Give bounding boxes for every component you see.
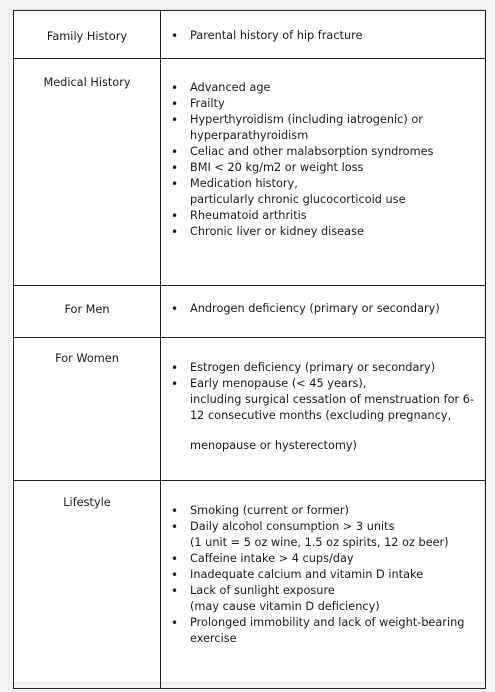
table-row-lifestyle [14,481,486,689]
items-cell [161,286,486,338]
items-cell [161,11,486,59]
bullet-icon: • [171,29,179,43]
category-cell [14,338,161,481]
category-cell [14,11,161,59]
category-label: Family History [46,30,128,43]
bullet-icon: • [171,377,179,391]
risk-list [161,28,485,44]
bullet-icon: • [171,302,179,316]
bullet-icon: • [171,113,179,127]
list-item: • Chronic liver or kidney disease [171,225,364,239]
list-item: • Androgen deficiency (primary or secondary) [171,302,440,316]
category-cell [14,286,161,338]
category-label: Medical History [43,76,131,89]
bullet-icon: • [171,520,179,534]
risk-list [161,80,485,240]
list-item: • Celiac and other malabsorption syndromes [171,145,434,159]
list-item: • Smoking (current or former) [171,504,349,518]
items-cell [161,59,486,286]
table-row-medical-history [14,59,486,286]
bullet-icon: • [171,161,179,175]
category-label: Lifestyle [63,496,111,509]
list-item: • Lack of sunlight exposure (may cause vitamin D deficiency) [171,584,380,613]
list-item: • Estrogen deficiency (primary or secondary) [171,361,436,375]
list-item: • Daily alcohol consumption > 3 units (1 unit = 5 oz wine, 1.5 oz spirits, 12 oz beer) [171,520,449,549]
bullet-icon: • [171,81,179,95]
category-label: For Men [64,303,110,316]
bullet-icon: • [171,504,179,518]
list-item: • Caffeine intake > 4 cups/day [171,552,354,566]
list-item: • Frailty [171,97,225,111]
list-item: • Inadequate calcium and vitamin D intake [171,568,424,582]
category-cell [14,59,161,286]
bullet-icon: • [171,616,179,630]
category-label: For Women [55,352,119,365]
table-row-for-women [14,338,486,481]
risk-list [161,301,485,317]
list-item: • Prolonged immobility and lack of weight-bearing exercise [171,616,465,645]
list-item: • Medication history, particularly chronic glucocorticoid use [171,177,406,206]
bullet-icon: • [171,145,179,159]
table-row-for-men [14,286,486,338]
table-row-family-history [14,11,486,59]
bullet-icon: • [171,177,179,191]
bullet-icon: • [171,361,179,375]
risk-factor-table [13,10,486,689]
bullet-icon: • [171,584,179,598]
category-cell [14,481,161,689]
list-item: • BMI < 20 kg/m2 or weight loss [171,161,364,175]
bullet-icon: • [171,209,179,223]
list-item: • Early menopause (< 45 years), including surgical cessation of menstruation for 6-12 consecutive months (excluding pregnancy, menopause or hysterectomy) [171,377,475,452]
risk-list [161,503,485,647]
bullet-icon: • [171,97,179,111]
risk-list [161,360,485,454]
items-cell [161,481,486,689]
bullet-icon: • [171,552,179,566]
bullet-icon: • [171,568,179,582]
list-item: • Parental history of hip fracture [171,29,363,43]
list-item: • Advanced age [171,81,271,95]
items-cell [161,338,486,481]
bullet-icon: • [171,225,179,239]
list-item: • Hyperthyroidism (including iatrogenic) or hyperparathyroidism [171,113,423,142]
list-item: • Rheumatoid arthritis [171,209,307,223]
